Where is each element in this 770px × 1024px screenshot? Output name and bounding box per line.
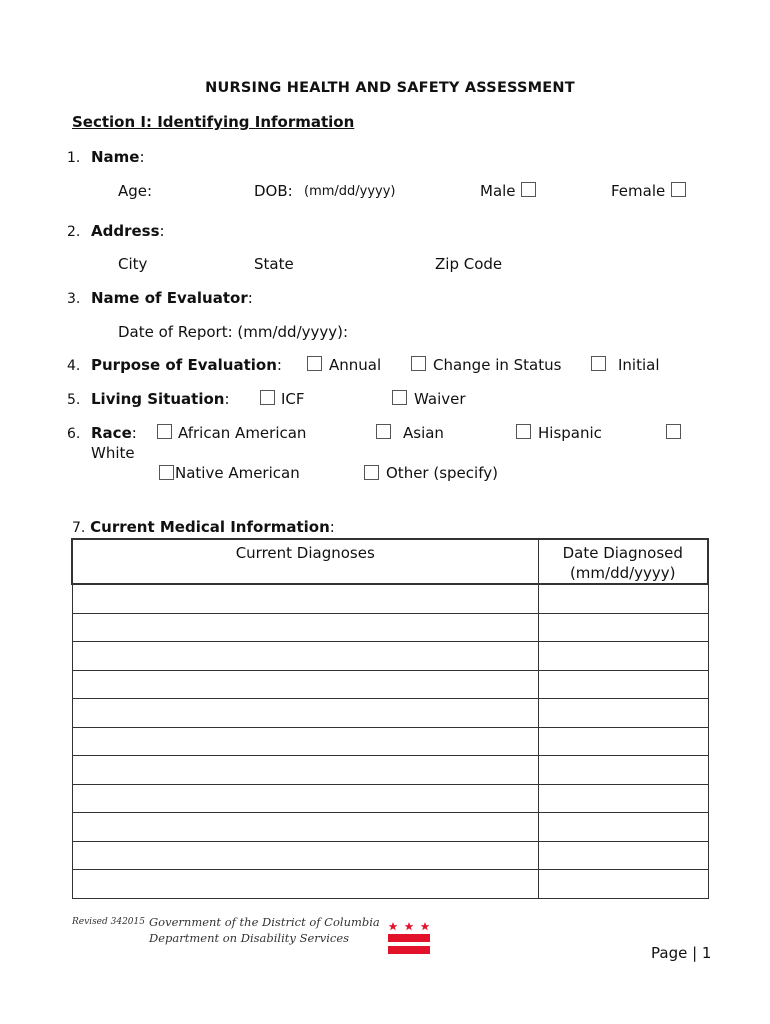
date-cell[interactable]	[538, 727, 708, 756]
q4-colon: :	[276, 356, 282, 374]
q4-label-wrap	[91, 356, 282, 374]
annual-checkbox[interactable]	[307, 356, 322, 371]
date-cell[interactable]	[538, 699, 708, 728]
q2-label-wrap	[91, 222, 165, 240]
table-row	[72, 784, 708, 813]
african-american-label: African American	[178, 424, 307, 442]
table-row	[72, 727, 708, 756]
form-title: NURSING HEALTH AND SAFETY ASSESSMENT	[205, 80, 575, 96]
page-number: Page | 1	[651, 944, 712, 962]
date-diagnosed-line2: (mm/dd/yyyy)	[569, 564, 676, 582]
table-row	[72, 870, 708, 899]
asian-checkbox[interactable]	[376, 424, 391, 439]
q5-colon: :	[224, 390, 230, 408]
q2-number: 2.	[67, 224, 81, 240]
name-label: Name	[91, 148, 140, 166]
date-diagnosed-line1: Date Diagnosed	[562, 544, 683, 562]
table-row	[72, 813, 708, 842]
change-in-status-label: Change in Status	[433, 356, 562, 374]
waiver-label: Waiver	[414, 390, 466, 408]
african-american-checkbox[interactable]	[157, 424, 172, 439]
q7-number: 7.	[72, 520, 86, 536]
q3-colon: :	[247, 289, 253, 307]
q5-label-wrap	[91, 390, 230, 408]
initial-label: Initial	[618, 356, 660, 374]
date-cell[interactable]	[538, 841, 708, 870]
male-checkbox[interactable]	[521, 182, 536, 197]
evaluator-label: Name of Evaluator	[91, 289, 248, 307]
revised-note: Revised 342015	[72, 917, 145, 927]
q7-colon: :	[329, 518, 335, 536]
medical-info-label: Current Medical Information	[90, 518, 330, 536]
table-header-row	[72, 539, 708, 584]
native-american-label: Native American	[175, 464, 300, 482]
q6-number: 6.	[67, 426, 81, 442]
icf-checkbox[interactable]	[260, 390, 275, 405]
gov-line2: Department on Disability Services	[149, 931, 350, 945]
table-row	[72, 756, 708, 785]
diagnosis-cell[interactable]	[72, 584, 538, 613]
waiver-checkbox[interactable]	[392, 390, 407, 405]
city-label: City	[118, 255, 148, 273]
date-cell[interactable]	[538, 642, 708, 671]
flag-bar-1	[388, 934, 430, 942]
gov-line1: Government of the District of Columbia	[149, 915, 380, 929]
dc-flag-logo	[388, 921, 430, 955]
table-row	[72, 642, 708, 671]
q4-number: 4.	[67, 358, 81, 374]
other-label: Other (specify)	[386, 464, 498, 482]
section-heading: Section I: Identifying Information	[72, 113, 355, 131]
diagnosis-cell[interactable]	[72, 813, 538, 842]
flag-bar-2	[388, 946, 430, 954]
purpose-label: Purpose of Evaluation	[91, 356, 277, 374]
diagnosis-cell[interactable]	[72, 642, 538, 671]
diagnosis-cell[interactable]	[72, 870, 538, 899]
q2-colon: :	[159, 222, 165, 240]
flag-star-1	[389, 922, 398, 930]
diagnosis-cell[interactable]	[72, 699, 538, 728]
date-of-report-label: Date of Report: (mm/dd/yyyy):	[118, 323, 349, 341]
table-row	[72, 670, 708, 699]
q3-number: 3.	[67, 291, 81, 307]
living-situation-label: Living Situation	[91, 390, 225, 408]
white-label: White	[91, 444, 135, 462]
flag-star-2	[405, 922, 414, 930]
annual-label: Annual	[329, 356, 382, 374]
date-cell[interactable]	[538, 613, 708, 642]
header-date-diagnosed	[538, 539, 708, 584]
q1-colon: :	[139, 148, 145, 166]
date-cell[interactable]	[538, 784, 708, 813]
q5-number: 5.	[67, 392, 81, 408]
date-cell[interactable]	[538, 870, 708, 899]
age-label: Age:	[118, 182, 153, 200]
dob-format: (mm/dd/yyyy)	[304, 184, 396, 199]
hispanic-checkbox[interactable]	[516, 424, 531, 439]
icf-label: ICF	[281, 390, 305, 408]
native-american-checkbox[interactable]	[159, 465, 174, 480]
dob-label: DOB:	[254, 182, 293, 200]
q1-label-wrap	[91, 148, 145, 166]
white-checkbox[interactable]	[666, 424, 681, 439]
diagnosis-cell[interactable]	[72, 784, 538, 813]
q6-colon: :	[131, 424, 137, 442]
table-row	[72, 584, 708, 613]
zip-label: Zip Code	[435, 255, 503, 273]
change-in-status-checkbox[interactable]	[411, 356, 426, 371]
q3-label-wrap	[91, 289, 253, 307]
female-checkbox[interactable]	[671, 182, 686, 197]
date-cell[interactable]	[538, 670, 708, 699]
diagnosis-cell[interactable]	[72, 613, 538, 642]
diagnosis-cell[interactable]	[72, 727, 538, 756]
gov-footer	[149, 914, 389, 946]
header-current-diagnoses: Current Diagnoses	[72, 539, 538, 584]
date-cell[interactable]	[538, 584, 708, 613]
q7-label-wrap	[72, 518, 335, 536]
state-label: State	[254, 255, 294, 273]
table-row	[72, 841, 708, 870]
table-row	[72, 613, 708, 642]
table-row	[72, 699, 708, 728]
q6-label-wrap	[91, 424, 137, 442]
initial-checkbox[interactable]	[591, 356, 606, 371]
male-label: Male	[480, 182, 516, 200]
diagnosis-cell[interactable]	[72, 841, 538, 870]
female-label: Female	[611, 182, 666, 200]
address-label: Address	[91, 222, 160, 240]
race-label: Race	[91, 424, 132, 442]
q1-number: 1.	[67, 150, 81, 166]
date-cell[interactable]	[538, 813, 708, 842]
diagnosis-cell[interactable]	[72, 670, 538, 699]
diagnoses-table	[71, 538, 709, 899]
flag-star-3	[421, 922, 430, 930]
other-checkbox[interactable]	[364, 465, 379, 480]
date-cell[interactable]	[538, 756, 708, 785]
hispanic-label: Hispanic	[538, 424, 602, 442]
diagnosis-cell[interactable]	[72, 756, 538, 785]
asian-label: Asian	[403, 424, 444, 442]
